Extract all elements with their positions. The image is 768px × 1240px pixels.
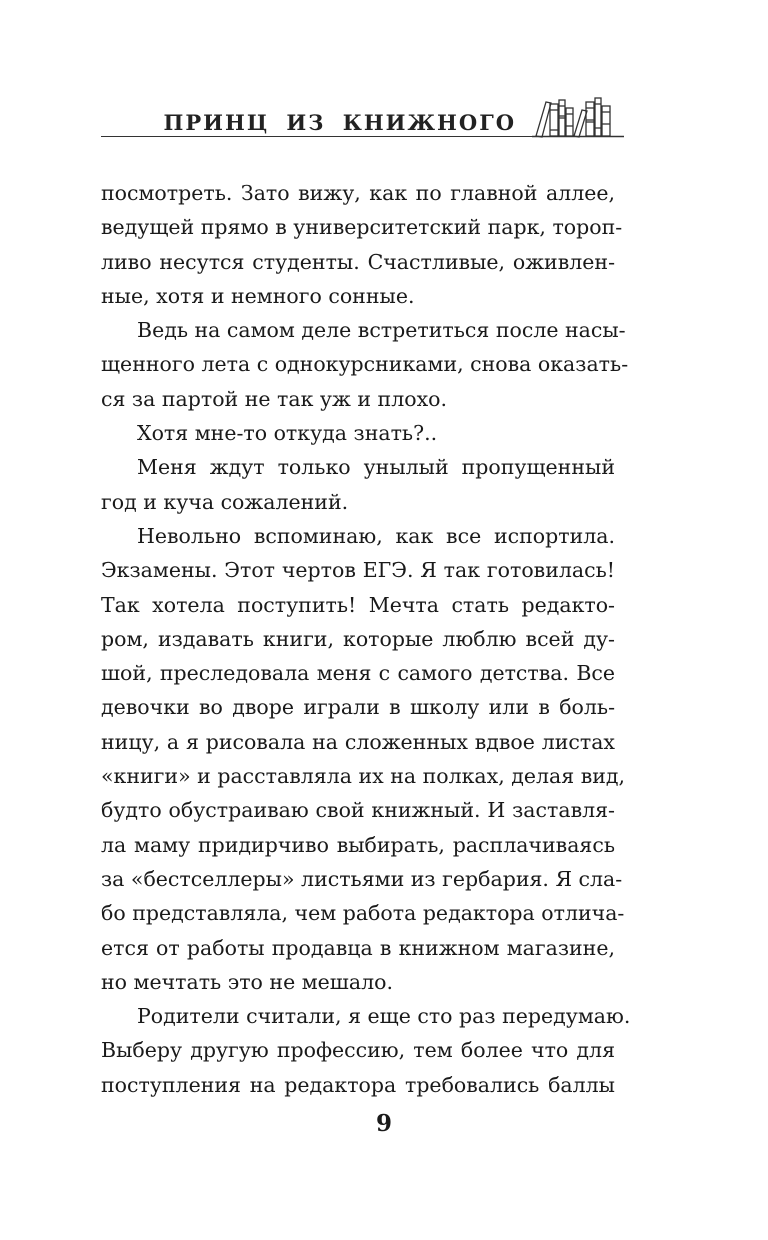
text-line: «книги» и расставляла их на полках, делая вид, <box>101 764 626 789</box>
text-line: Невольно вспоминаю, как все испортила. <box>137 523 615 548</box>
paragraph <box>101 313 629 416</box>
body-text <box>101 176 631 1102</box>
text-line: ром, издавать книги, которые люблю всей ду- <box>101 626 615 651</box>
running-header <box>0 0 768 150</box>
text-line: будто обустраиваю свой книжный. И заставля- <box>101 798 615 823</box>
text-line: ные, хотя и немного сонные. <box>101 283 415 308</box>
text-line: поступления на редактора требовались баллы <box>101 1072 615 1097</box>
text-line: за «бестселлеры» листьями из гербария. Я сла- <box>101 866 623 891</box>
text-line: посмотреть. Зато вижу, как по главной аллее, <box>101 181 615 205</box>
running-title: ПРИНЦ ИЗ КНИЖНОГО <box>163 110 516 135</box>
paragraph <box>101 450 615 519</box>
text-line: но мечтать это не мешало. <box>101 969 393 994</box>
text-line: щенного лета с однокурсниками, снова оказать- <box>101 352 629 377</box>
text-line: Так хотела поступить! Мечта стать редакто- <box>101 592 615 617</box>
text-line: ла маму придирчиво выбирать, расплачиваясь <box>101 832 615 857</box>
text-line: шой, преследовала меня с самого детства. Все <box>101 661 615 686</box>
paragraph <box>101 999 631 1102</box>
text-line: ся за партой не так уж и плохо. <box>101 386 447 411</box>
paragraph <box>101 519 626 999</box>
text-line: Выберу другую профессию, тем более что для <box>101 1038 615 1063</box>
text-line: ницу, а я рисовала на сложенных вдвое листах <box>101 729 615 754</box>
text-line: Хотя мне-то откуда знать?.. <box>137 421 438 446</box>
text-line: девочки во дворе играли в школу или в боль- <box>101 695 615 720</box>
text-line: Экзамены. Этот чертов ЕГЭ. Я так готовилась! <box>101 558 615 583</box>
text-line: бо представляла, чем работа редактора отлича- <box>101 901 625 926</box>
text-line: ведущей прямо в университетский парк, тороп- <box>101 215 623 240</box>
paragraph <box>101 416 615 450</box>
text-line: ется от работы продавца в книжном магазине, <box>101 935 615 960</box>
text-line: ливо несутся студенты. Счастливые, оживлен- <box>101 249 615 274</box>
page-number: 9 <box>375 1110 392 1137</box>
text-line: год и куча сожалений. <box>101 489 349 514</box>
text-line: Родители считали, я еще сто раз передумаю. <box>137 1004 631 1029</box>
text-line: Ведь на самом деле встретиться после насы- <box>137 318 626 343</box>
text-line: Меня ждут только унылый пропущенный <box>137 455 615 480</box>
bookshelf-icon <box>532 96 628 140</box>
paragraph <box>101 176 623 313</box>
